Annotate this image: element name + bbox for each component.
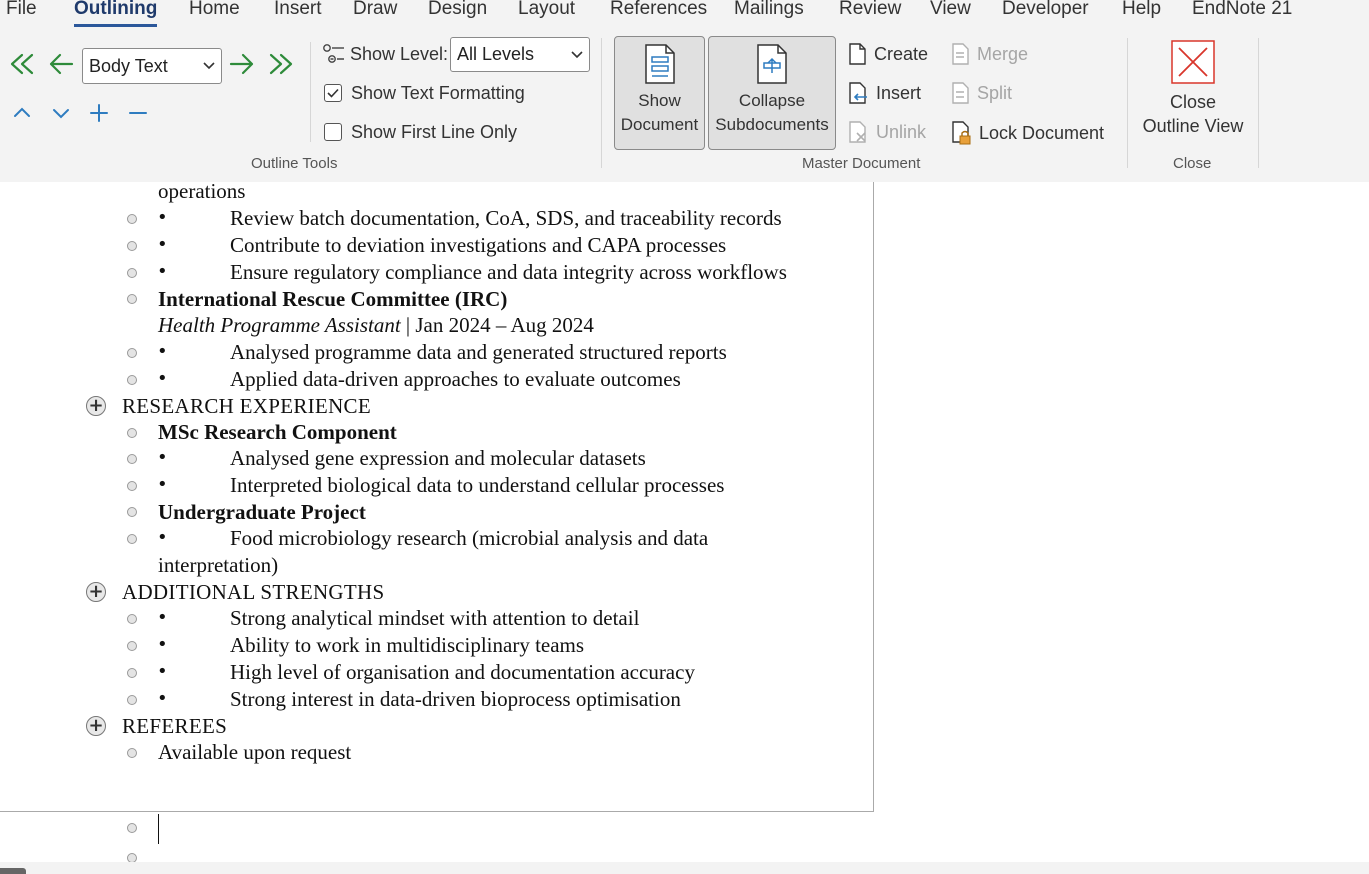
- outline-text[interactable]: Interpreted biological data to understand cellular processes: [230, 473, 725, 497]
- menu-help[interactable]: Help: [1122, 0, 1162, 19]
- outline-text[interactable]: Ability to work in multidisciplinary teams: [230, 633, 585, 657]
- show-level-label: Show Level:: [350, 44, 449, 64]
- outline-text[interactable]: Undergraduate Project: [158, 500, 366, 524]
- bullet: •: [157, 234, 168, 255]
- merge-icon: [951, 43, 969, 65]
- split-button[interactable]: [951, 82, 1012, 104]
- text-cursor: [158, 814, 159, 844]
- unlink-label: Unlink: [876, 121, 927, 142]
- lock-document-icon: [951, 121, 971, 145]
- menu-mailings[interactable]: Mailings: [734, 0, 804, 19]
- promote-icon[interactable]: [48, 52, 74, 80]
- chevron-down-icon: [571, 48, 583, 62]
- outline-symbol[interactable]: [127, 428, 137, 438]
- create-label: Create: [874, 43, 929, 64]
- outline-text[interactable]: Review batch documentation, CoA, SDS, and traceability records: [230, 206, 782, 230]
- bullet: •: [157, 207, 168, 228]
- outline-level-select[interactable]: [82, 48, 222, 84]
- bullet: •: [157, 661, 168, 682]
- outline-symbol[interactable]: [127, 481, 137, 491]
- menu-outlining[interactable]: Outlining: [74, 0, 158, 19]
- menu-file[interactable]: File: [6, 0, 37, 19]
- outline-symbol[interactable]: [127, 294, 137, 304]
- expand-heading-icon[interactable]: +: [86, 716, 106, 736]
- close-line1: Close: [1169, 92, 1217, 112]
- close-group-label: Close: [1173, 155, 1212, 172]
- page-edge: [0, 811, 874, 812]
- outline-text[interactable]: Applied data-driven approaches to evaluate outcomes: [230, 367, 681, 391]
- collapse-subdocuments-button[interactable]: [708, 36, 836, 150]
- menu-view[interactable]: View: [930, 0, 971, 19]
- lock-document-label: Lock Document: [979, 122, 1105, 143]
- outline-text[interactable]: interpretation): [158, 553, 279, 577]
- menu-endnote[interactable]: EndNote 21: [1192, 0, 1293, 19]
- show-document-line2: Document: [620, 115, 699, 134]
- show-first-line-only-label: Show First Line Only: [351, 122, 518, 142]
- outline-level-value: Body Text: [89, 55, 168, 76]
- close-outline-view-button[interactable]: [1140, 40, 1246, 138]
- collapse-minus-icon[interactable]: [128, 103, 148, 127]
- outline-symbol[interactable]: [127, 695, 137, 705]
- move-down-icon[interactable]: [51, 106, 71, 126]
- outline-text[interactable]: MSc Research Component: [158, 420, 397, 444]
- master-document-group-label: Master Document: [802, 155, 921, 172]
- outline-text[interactable]: Strong interest in data-driven bioprocess optimisation: [230, 687, 681, 711]
- outline-tools-group-label: Outline Tools: [251, 155, 338, 172]
- menu-draw[interactable]: Draw: [353, 0, 398, 19]
- create-button[interactable]: [848, 43, 928, 65]
- show-document-line1: Show: [638, 91, 681, 110]
- show-first-line-only-checkbox[interactable]: [324, 123, 342, 141]
- outline-symbol[interactable]: [127, 214, 137, 224]
- show-level-select[interactable]: [450, 37, 590, 72]
- unlink-button[interactable]: [848, 121, 926, 143]
- expand-heading-icon[interactable]: +: [86, 396, 106, 416]
- split-icon: [951, 82, 969, 104]
- demote-to-body-text-icon[interactable]: [267, 52, 295, 80]
- bullet: •: [157, 447, 168, 468]
- job-dates: | Jan 2024 – Aug 2024: [400, 313, 594, 337]
- move-up-icon[interactable]: [12, 104, 32, 124]
- show-text-formatting-label: Show Text Formatting: [351, 83, 525, 103]
- outline-symbol[interactable]: [127, 454, 137, 464]
- outline-text[interactable]: Food microbiology research (microbial analysis and data: [230, 526, 709, 550]
- bullet: •: [157, 688, 168, 709]
- bullet: •: [157, 368, 168, 389]
- separator: [601, 38, 602, 168]
- menu-bar: [0, 0, 1369, 30]
- outline-symbol[interactable]: [127, 823, 137, 833]
- outline-text[interactable]: [158, 313, 594, 338]
- outline-symbol[interactable]: [127, 507, 137, 517]
- outline-symbol[interactable]: [127, 348, 137, 358]
- menu-review[interactable]: Review: [839, 0, 902, 19]
- outline-text[interactable]: Analysed programme data and generated structured reports: [230, 340, 727, 364]
- outline-text[interactable]: operations: [158, 179, 246, 203]
- unlink-icon: [848, 121, 868, 143]
- outline-heading[interactable]: REFEREES: [122, 714, 228, 738]
- outline-text[interactable]: Available upon request: [158, 740, 352, 764]
- separator: [1127, 38, 1128, 168]
- expand-plus-icon[interactable]: [89, 103, 109, 127]
- insert-label: Insert: [876, 82, 922, 103]
- demote-icon[interactable]: [229, 52, 255, 80]
- merge-label: Merge: [977, 43, 1029, 64]
- bullet: •: [157, 261, 168, 282]
- outline-heading[interactable]: RESEARCH EXPERIENCE: [122, 394, 371, 418]
- outline-text[interactable]: Ensure regulatory compliance and data integrity across workflows: [230, 260, 787, 284]
- outline-heading[interactable]: ADDITIONAL STRENGTHS: [122, 580, 385, 604]
- outline-symbol[interactable]: [127, 268, 137, 278]
- show-document-icon: [643, 43, 677, 85]
- outline-symbol[interactable]: [127, 668, 137, 678]
- outline-text[interactable]: High level of organisation and documentation accuracy: [230, 660, 695, 684]
- menu-layout[interactable]: Layout: [518, 0, 576, 19]
- collapse-subdocuments-icon: [755, 43, 789, 85]
- insert-subdocument-icon: [848, 82, 868, 104]
- lock-document-button[interactable]: [951, 121, 1104, 145]
- menu-design[interactable]: Design: [428, 0, 488, 19]
- collapse-line2: Subdocuments: [715, 115, 829, 134]
- menu-references[interactable]: References: [610, 0, 708, 19]
- show-text-formatting-checkbox[interactable]: [324, 84, 342, 102]
- outline-symbol[interactable]: [127, 641, 137, 651]
- outline-text[interactable]: Contribute to deviation investigations and CAPA processes: [230, 233, 727, 257]
- bullet: •: [157, 341, 168, 362]
- outline-symbol[interactable]: [127, 375, 137, 385]
- outline-text[interactable]: Strong analytical mindset with attention to detail: [230, 606, 640, 630]
- menu-home[interactable]: Home: [189, 0, 240, 19]
- bullet: •: [157, 607, 168, 628]
- bullet: •: [157, 527, 168, 548]
- bullet: •: [157, 634, 168, 655]
- separator: [310, 42, 311, 142]
- ribbon: [0, 30, 1369, 182]
- status-bar-indicator: [0, 868, 26, 874]
- menu-developer[interactable]: Developer: [1002, 0, 1089, 19]
- job-title: Health Programme Assistant: [158, 313, 401, 337]
- close-line2: Outline View: [1142, 116, 1244, 136]
- outline-symbol[interactable]: [127, 534, 137, 544]
- create-document-icon: [848, 43, 866, 65]
- outline-symbol[interactable]: [127, 614, 137, 624]
- outline-text[interactable]: Analysed gene expression and molecular datasets: [230, 446, 646, 470]
- expand-heading-icon[interactable]: +: [86, 582, 106, 602]
- chevron-down-icon: [203, 59, 215, 73]
- show-level-value: All Levels: [457, 44, 535, 64]
- merge-button[interactable]: [951, 43, 1028, 65]
- promote-to-heading1-icon[interactable]: [8, 52, 36, 80]
- show-document-button[interactable]: [614, 36, 705, 150]
- bullet: •: [157, 474, 168, 495]
- outline-symbol[interactable]: [127, 241, 137, 251]
- page-edge: [873, 182, 874, 812]
- status-bar: [0, 862, 1369, 874]
- outline-text[interactable]: International Rescue Committee (IRC): [158, 287, 508, 311]
- menu-insert[interactable]: Insert: [274, 0, 322, 19]
- collapse-line1: Collapse: [738, 91, 806, 110]
- outline-symbol[interactable]: [127, 748, 137, 758]
- insert-subdocument-button[interactable]: [848, 82, 921, 104]
- close-icon: [1171, 40, 1215, 84]
- separator: [1258, 38, 1259, 168]
- split-label: Split: [977, 82, 1013, 103]
- show-level-icon: [322, 42, 346, 71]
- document-area[interactable]: [0, 179, 1369, 862]
